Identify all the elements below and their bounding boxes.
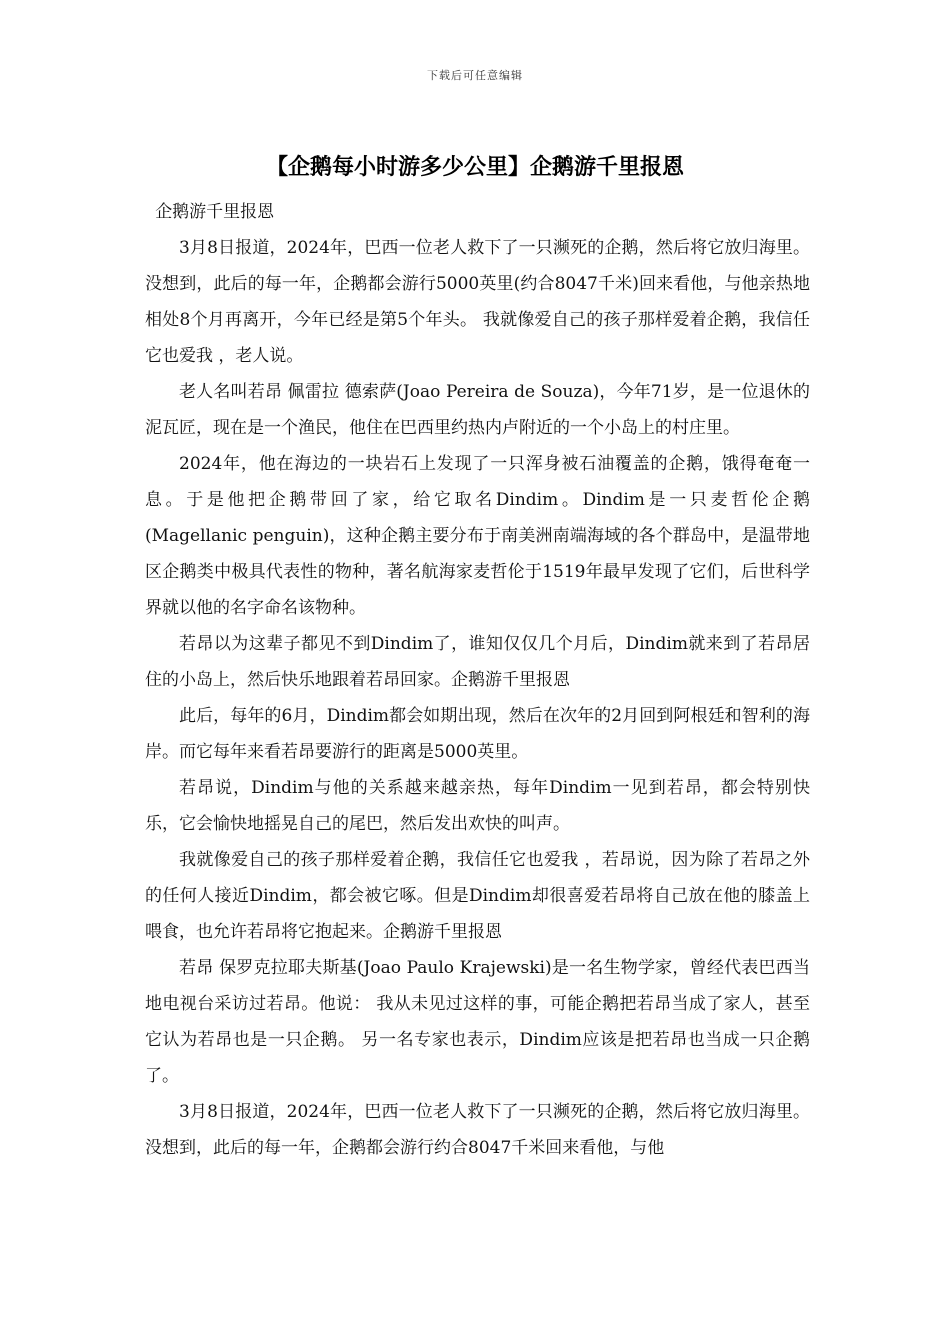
paragraph: 若昂说，Dindim与他的关系越来越亲热，每年Dindim一见到若昂，都会特别快乐，它会愉快地摇晃自己的尾巴，然后发出欢快的叫声。 <box>145 778 810 834</box>
paragraph: 3月8日报道，2024年，巴西一位老人救下了一只濒死的企鹅，然后将它放归海里。没想到，此后的每一年，企鹅都会游行约合8047千米回来看他，与他 <box>145 1102 810 1158</box>
header-note: 下载后可任意编辑 <box>427 69 523 82</box>
paragraph: 此后，每年的6月，Dindim都会如期出现，然后在次年的2月回到阿根廷和智利的海岸。而它每年来看若昂要游行的距离是5000英里。 <box>145 706 810 762</box>
paragraph: 老人名叫若昂 佩雷拉 德索萨(Joao Pereira de Souza)，今年71岁，是一位退休的泥瓦匠，现在是一个渔民，他住在巴西里约热内卢附近的一个小岛上的村庄里。 <box>145 382 810 438</box>
paragraph: 我就像爱自己的孩子那样爱着企鹅，我信任它也爱我 ，若昂说，因为除了若昂之外的任何人接近Dindim，都会被它啄。但是Dindim却很喜爱若昂将自己放在他的膝盖上喂食，也允许若昂将它抱起来。企鹅游千里报恩 <box>145 850 810 942</box>
paragraph: 若昂 保罗克拉耶夫斯基(Joao Paulo Krajewski)是一名生物学家，曾经代表巴西当地电视台采访过若昂。他说： 我从未见过这样的事，可能企鹅把若昂当成了家人，甚至它认为若昂也是一只企鹅。 另一名专家也表示，Dindim应该是把若昂也当成一只企鹅了。 <box>145 958 810 1086</box>
paragraph: 3月8日报道，2024年，巴西一位老人救下了一只濒死的企鹅，然后将它放归海里。没想到，此后的每一年，企鹅都会游行5000英里(约合8047千米)回来看他，与他亲热地相处8个月再离开，今年已经是第5个年头。 我就像爱自己的孩子那样爱着企鹅，我信任它也爱我 ，老人说。 <box>145 238 810 366</box>
document-subtitle: 企鹅游千里报恩 <box>155 202 275 222</box>
paragraph: 2024年，他在海边的一块岩石上发现了一只浑身被石油覆盖的企鹅，饿得奄奄一息。于是他把企鹅带回了家，给它取名Dindim。Dindim是一只麦哲伦企鹅(Magellanic penguin)，这种企鹅主要分布于南美洲南端海域的各个群岛中，是温带地区企鹅类中极具代表性的物种，著名航海家麦哲伦于1519年最早发现了它们，后世科学界就以他的名字命名该物种。 <box>145 454 810 618</box>
document-body <box>145 194 810 1166</box>
paragraph: 若昂以为这辈子都见不到Dindim了，谁知仅仅几个月后，Dindim就来到了若昂居住的小岛上，然后快乐地跟着若昂回家。企鹅游千里报恩 <box>145 634 810 690</box>
document-title: 【企鹅每小时游多少公里】企鹅游千里报恩 <box>265 155 684 180</box>
